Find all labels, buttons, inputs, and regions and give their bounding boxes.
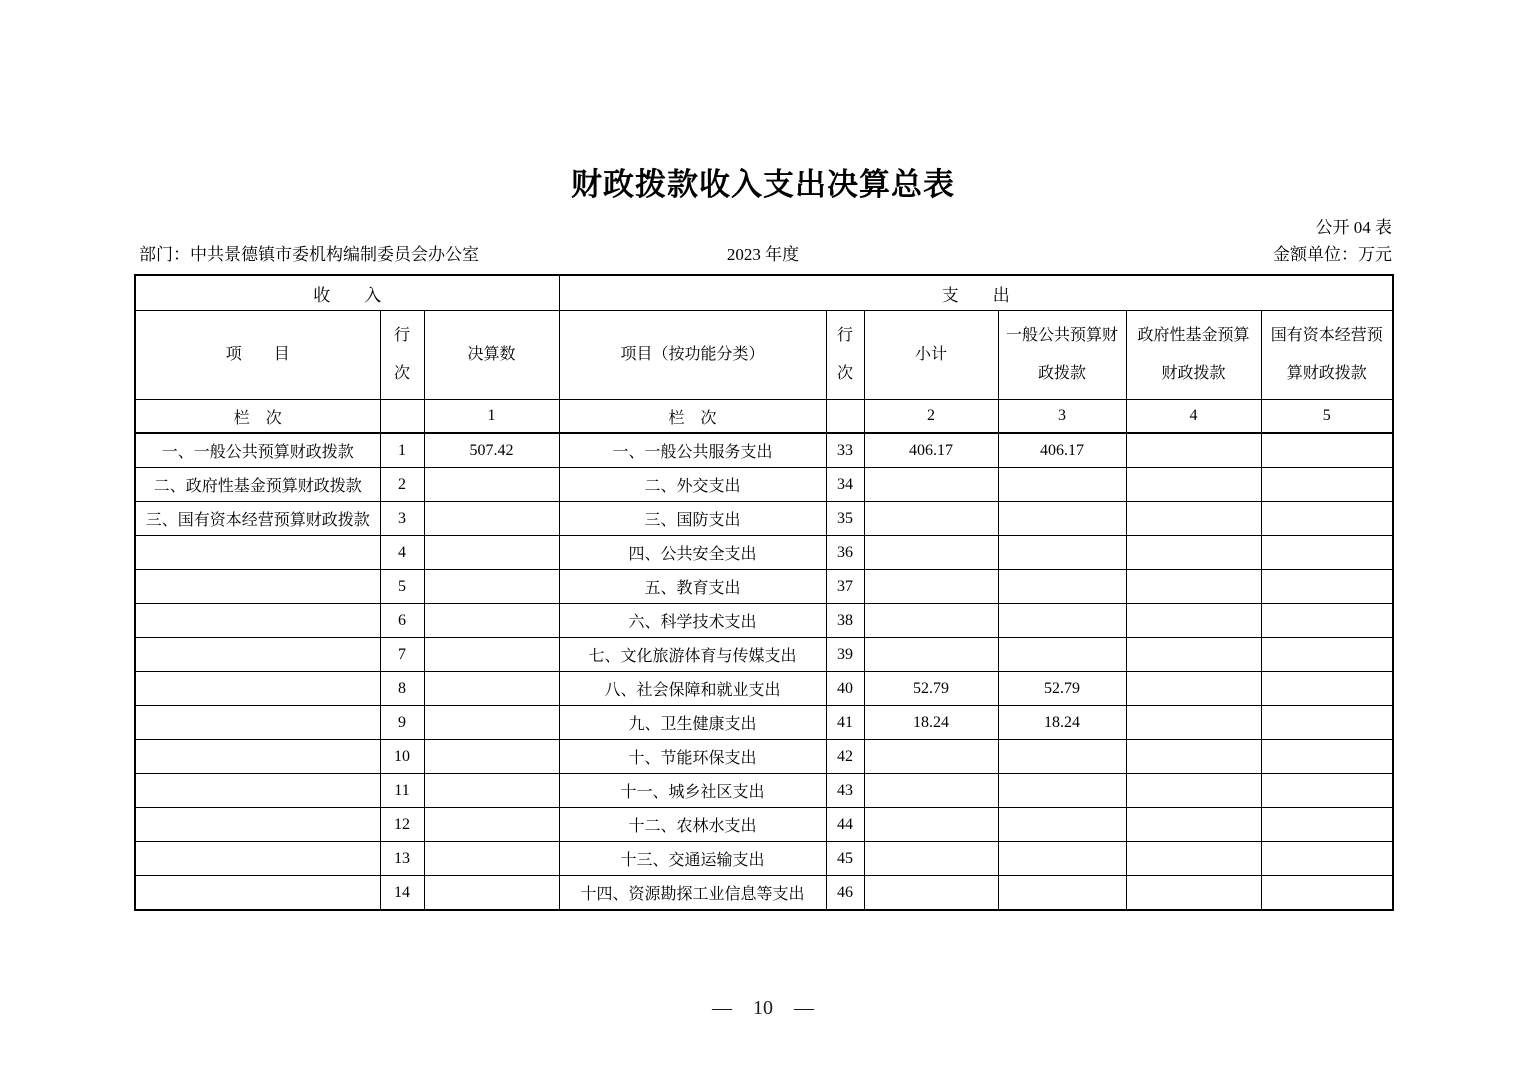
expense-capital-cell [1261,604,1393,638]
header-expense-item: 项目（按功能分类） [559,311,826,400]
amount-unit-label: 金额单位：万元 [1273,245,1392,264]
table-row [135,774,1393,808]
expense-fund-cell [1126,468,1261,502]
income-item-cell: 三、国有资本经营预算财政拨款 [135,502,380,536]
income-rowno-cell: 7 [380,638,424,672]
expense-subtotal-cell: 18.24 [864,706,998,740]
expense-subtotal-cell [864,468,998,502]
expense-capital-cell [1261,740,1393,774]
header-income-item: 项 目 [135,311,380,400]
expense-rowno-cell: 41 [826,706,864,740]
table-row [135,842,1393,876]
fiscal-appropriation-table [134,274,1394,911]
expense-general-cell [998,536,1126,570]
table-body [135,433,1393,910]
table-row [135,876,1393,911]
table-row [135,502,1393,536]
income-item-cell [135,808,380,842]
expense-capital-cell [1261,876,1393,911]
header-income-row-no: 行次 [380,311,424,400]
income-rowno-cell: 13 [380,842,424,876]
expense-general-cell [998,876,1126,911]
index-col-4: 4 [1126,400,1261,434]
expense-item-cell: 十三、交通运输支出 [559,842,826,876]
expense-fund-cell [1126,570,1261,604]
expense-subtotal-cell [864,536,998,570]
income-rowno-cell: 4 [380,536,424,570]
expense-capital-cell [1261,774,1393,808]
expense-capital-cell [1261,468,1393,502]
page-number: — 10 — [712,997,814,1019]
expense-rowno-cell: 40 [826,672,864,706]
expense-capital-cell [1261,536,1393,570]
column-index-row [135,400,1393,434]
expense-capital-cell [1261,433,1393,468]
header-subtotal: 小计 [864,311,998,400]
expense-rowno-cell: 42 [826,740,864,774]
expense-item-cell: 十、节能环保支出 [559,740,826,774]
expense-capital-cell [1261,672,1393,706]
index-col-2: 2 [864,400,998,434]
index-col-1: 1 [424,400,559,434]
expense-rowno-cell: 46 [826,876,864,911]
expense-fund-cell [1126,842,1261,876]
expense-fund-cell [1126,672,1261,706]
expense-general-cell [998,570,1126,604]
table-row [135,638,1393,672]
income-amount-cell [424,876,559,911]
expense-section-header: 支 出 [559,275,1393,311]
table-row [135,808,1393,842]
expense-subtotal-cell [864,638,998,672]
expense-fund-cell [1126,876,1261,911]
expense-item-cell: 五、教育支出 [559,570,826,604]
expense-rowno-cell: 39 [826,638,864,672]
income-rowno-cell: 1 [380,433,424,468]
expense-rowno-cell: 34 [826,468,864,502]
expense-subtotal-cell [864,604,998,638]
expense-subtotal-cell: 52.79 [864,672,998,706]
income-amount-cell [424,502,559,536]
expense-fund-cell [1126,502,1261,536]
expense-rowno-cell: 44 [826,808,864,842]
header-state-capital: 国有资本经营预算财政拨款 [1261,311,1393,400]
expense-general-cell [998,604,1126,638]
income-item-cell: 一、一般公共预算财政拨款 [135,433,380,468]
table-row [135,740,1393,774]
expense-subtotal-cell [864,842,998,876]
expense-item-cell: 八、社会保障和就业支出 [559,672,826,706]
table-row [135,706,1393,740]
department-label: 部门：中共景德镇市委机构编制委员会办公室 [139,245,479,264]
expense-item-cell: 十四、资源勘探工业信息等支出 [559,876,826,911]
table-code: 公开 04 表 [1315,218,1392,237]
expense-subtotal-cell [864,502,998,536]
expense-general-cell: 18.24 [998,706,1126,740]
header-general-budget: 一般公共预算财政拨款 [998,311,1126,400]
income-rowno-cell: 14 [380,876,424,911]
income-amount-cell [424,536,559,570]
expense-rowno-cell: 37 [826,570,864,604]
index-income-label: 栏 次 [135,400,380,434]
expense-fund-cell [1126,774,1261,808]
table-row [135,433,1393,468]
expense-general-cell: 52.79 [998,672,1126,706]
expense-rowno-cell: 36 [826,536,864,570]
expense-general-cell [998,842,1126,876]
income-item-cell [135,638,380,672]
income-rowno-cell: 2 [380,468,424,502]
expense-rowno-cell: 43 [826,774,864,808]
income-item-cell [135,604,380,638]
page-title: 财政拨款收入支出决算总表 [571,167,955,202]
index-expense-rowno-blank [826,400,864,434]
expense-rowno-cell: 45 [826,842,864,876]
expense-rowno-cell: 35 [826,502,864,536]
section-header-row [135,275,1393,311]
expense-fund-cell [1126,706,1261,740]
expense-subtotal-cell [864,876,998,911]
income-amount-cell [424,706,559,740]
income-rowno-cell: 3 [380,502,424,536]
expense-item-cell: 三、国防支出 [559,502,826,536]
income-amount-cell [424,774,559,808]
expense-item-cell: 四、公共安全支出 [559,536,826,570]
income-item-cell [135,536,380,570]
expense-rowno-cell: 33 [826,433,864,468]
header-final-amount: 决算数 [424,311,559,400]
expense-fund-cell [1126,638,1261,672]
table-row [135,468,1393,502]
expense-general-cell [998,774,1126,808]
expense-general-cell [998,740,1126,774]
header-expense-row-no: 行次 [826,311,864,400]
expense-general-cell [998,808,1126,842]
income-section-header: 收 入 [135,275,559,311]
income-amount-cell [424,808,559,842]
income-rowno-cell: 5 [380,570,424,604]
meta-row [134,244,1392,266]
expense-general-cell [998,502,1126,536]
expense-subtotal-cell [864,740,998,774]
income-item-cell [135,706,380,740]
expense-item-cell: 十二、农林水支出 [559,808,826,842]
column-header-row [135,311,1393,400]
expense-subtotal-cell: 406.17 [864,433,998,468]
expense-fund-cell [1126,740,1261,774]
income-item-cell [135,774,380,808]
income-item-cell [135,740,380,774]
index-col-5: 5 [1261,400,1393,434]
table-row [135,672,1393,706]
expense-item-cell: 七、文化旅游体育与传媒支出 [559,638,826,672]
expense-item-cell: 二、外交支出 [559,468,826,502]
index-expense-label: 栏 次 [559,400,826,434]
income-rowno-cell: 9 [380,706,424,740]
expense-subtotal-cell [864,774,998,808]
expense-rowno-cell: 38 [826,604,864,638]
income-rowno-cell: 11 [380,774,424,808]
expense-fund-cell [1126,808,1261,842]
expense-capital-cell [1261,706,1393,740]
expense-subtotal-cell [864,570,998,604]
income-amount-cell [424,570,559,604]
header-gov-fund: 政府性基金预算财政拨款 [1126,311,1261,400]
income-rowno-cell: 10 [380,740,424,774]
expense-capital-cell [1261,808,1393,842]
expense-fund-cell [1126,604,1261,638]
expense-general-cell [998,638,1126,672]
income-rowno-cell: 8 [380,672,424,706]
expense-item-cell: 十一、城乡社区支出 [559,774,826,808]
income-item-cell [135,672,380,706]
expense-general-cell: 406.17 [998,433,1126,468]
expense-item-cell: 一、一般公共服务支出 [559,433,826,468]
expense-capital-cell [1261,570,1393,604]
expense-item-cell: 六、科学技术支出 [559,604,826,638]
index-income-rowno-blank [380,400,424,434]
income-item-cell [135,876,380,911]
income-amount-cell: 507.42 [424,433,559,468]
income-amount-cell [424,740,559,774]
income-rowno-cell: 12 [380,808,424,842]
income-amount-cell [424,672,559,706]
income-item-cell [135,842,380,876]
table-row [135,570,1393,604]
expense-capital-cell [1261,502,1393,536]
expense-item-cell: 九、卫生健康支出 [559,706,826,740]
expense-fund-cell [1126,433,1261,468]
document-page [134,0,1392,1020]
income-amount-cell [424,604,559,638]
expense-capital-cell [1261,842,1393,876]
income-amount-cell [424,842,559,876]
fiscal-year-label: 2023 年度 [726,245,800,264]
income-rowno-cell: 6 [380,604,424,638]
table-row [135,536,1393,570]
expense-capital-cell [1261,638,1393,672]
expense-general-cell [998,468,1126,502]
income-amount-cell [424,638,559,672]
table-row [135,604,1393,638]
index-col-3: 3 [998,400,1126,434]
income-item-cell [135,570,380,604]
income-item-cell: 二、政府性基金预算财政拨款 [135,468,380,502]
expense-fund-cell [1126,536,1261,570]
expense-subtotal-cell [864,808,998,842]
income-amount-cell [424,468,559,502]
